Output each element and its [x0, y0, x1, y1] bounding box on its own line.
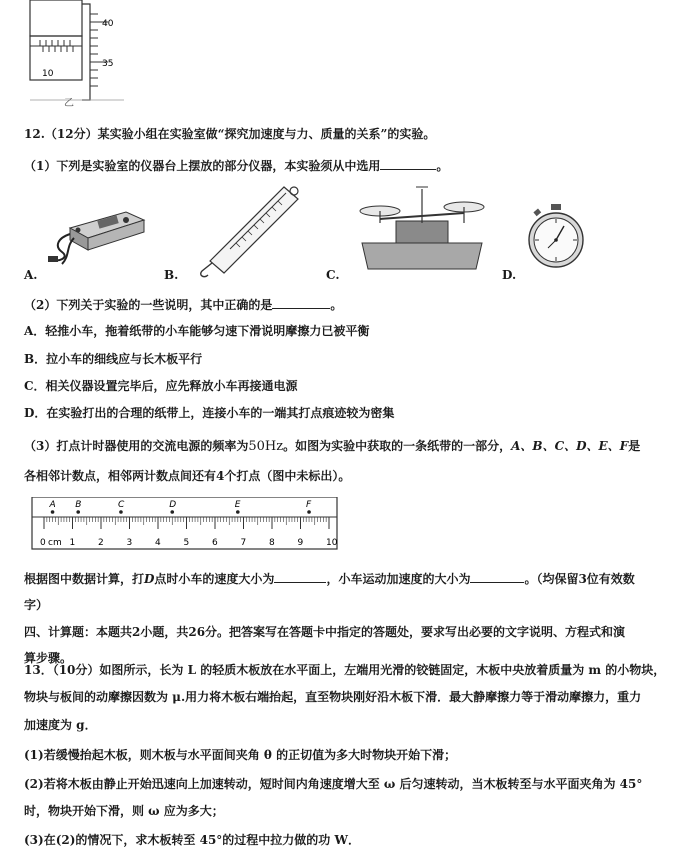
q12-calc-line2: 字）: [24, 598, 49, 612]
balance-scale-icon: [356, 183, 488, 275]
q12-part3-text-c: 是: [628, 439, 641, 453]
q12-part2-answer-blank[interactable]: [272, 296, 330, 309]
tape-point-d: [170, 510, 174, 514]
q12-acceleration-answer-blank[interactable]: [470, 570, 524, 583]
q12-calc-text-c: ，小车运动加速度的大小为: [326, 572, 471, 586]
section4-header: 四、计算题：本题共2小题，共26分。把答案写在答题卡中指定的答题处，要求写出必要的文字说明、方程式和演: [24, 625, 626, 639]
q12-option-d: D．在实验打出的合理的纸带上，连接小车的一端其打点痕迹较为密集: [24, 406, 395, 420]
ruler-tick-label: 7: [240, 538, 247, 548]
stopwatch-icon: [526, 202, 586, 272]
ruler-zero-label: 0: [40, 538, 46, 548]
ruler-tick-label: 5: [183, 538, 190, 548]
tape-point-label-e: E: [234, 500, 241, 510]
micrometer-label-35: 35: [102, 59, 114, 69]
q13-sub1: (1)若缓慢抬起木板，则木板与水平面间夹角 θ 的正切值为多大时物块开始下滑；: [24, 748, 457, 762]
q13-line1: 13．（10分）如图所示，长为 L 的轻质木板放在水平面上，左端用光滑的铰链固定，木板中央放着质量为 m 的小物块，: [24, 663, 666, 677]
micrometer-label-10: 10: [42, 69, 54, 79]
instrument-c-label: C.: [326, 268, 340, 282]
q12-part3-text-b: 。如图为实验中获取的一条纸带的一部分，: [283, 439, 512, 453]
ruler-tick-label: 4: [155, 538, 161, 548]
q13-sub2: (2)若将木板由静止开始迅速向上加速转动，短时间内角速度增大至 ω 后匀速转动，当木板转至与水平面夹角为 45°: [24, 777, 643, 791]
micrometer-thimble: [82, 4, 90, 100]
ruler-tape-figure: [30, 497, 342, 557]
tape-point-e: [236, 510, 240, 514]
q12-frequency: 50Hz: [248, 439, 284, 454]
electromagnetic-timer-icon: [40, 200, 150, 270]
q13-sub3: (3)在(2)的情况下，求木板转至 45°的过程中拉力做的功 W．: [24, 833, 360, 847]
q12-part3-text-a: （3）打点计时器使用的交流电源的频率为: [24, 439, 249, 453]
q12-points-inline: A、B、C、D、E、F: [511, 439, 629, 453]
tape-point-b: [76, 510, 80, 514]
section4-header-line2: 算步骤。: [24, 651, 73, 665]
q12-calc-text-b: 点时小车的速度大小为: [154, 572, 275, 586]
tape-point-label-c: C: [117, 500, 125, 510]
q12-part2-end: 。: [330, 298, 343, 312]
q12-option-b: B．拉小车的细线应与长木板平行: [24, 352, 203, 366]
tape-point-label-b: B: [75, 500, 82, 510]
q12-part1: [24, 157, 448, 174]
q12-calc-text-d: 。（均保留3位有效数: [524, 572, 635, 586]
tape-point-a: [51, 510, 55, 514]
q12-calc-text-a: 根据图中数据计算，打: [24, 572, 145, 586]
q12-part1-text: （1）下列是实验室的仪器台上摆放的部分仪器，本实验须从中选用: [24, 159, 381, 173]
ruler-tick-label: 9: [297, 538, 304, 548]
tape-point-label-f: F: [306, 500, 312, 510]
tape-point-c: [119, 510, 123, 514]
micrometer-sleeve-upper: [30, 0, 82, 36]
ruler-tick-label: 10: [326, 538, 338, 548]
q12-part3: [24, 438, 640, 455]
ruler-unit-label: cm: [48, 538, 62, 548]
ruler-tick-label: 6: [212, 538, 218, 548]
q12-part2-text: （2）下列关于实验的一些说明，其中正确的是: [24, 298, 273, 312]
q12-velocity-answer-blank[interactable]: [274, 570, 326, 583]
instrument-b-label: B.: [164, 268, 179, 282]
tape-point-f: [307, 510, 311, 514]
micrometer-figure: [24, 0, 134, 108]
q12-option-c: C．相关仪器设置完毕后，应先释放小车再接通电源: [24, 379, 298, 393]
ruler-tick-label: 8: [269, 538, 275, 548]
micrometer-sleeve-lower: [30, 36, 82, 80]
instrument-a-label: A.: [24, 268, 38, 282]
spring-scale-icon: [180, 185, 310, 280]
q12-calc-point-d: D: [144, 572, 155, 586]
q13-line3: 加速度为 g．: [24, 718, 97, 732]
q12-part1-answer-blank[interactable]: [380, 157, 436, 170]
tape-point-label-a: A: [49, 500, 56, 510]
instrument-d-label: D.: [502, 268, 517, 282]
q12-part1-end: 。: [436, 159, 449, 173]
micrometer-caption: 乙: [64, 98, 74, 108]
q12-option-a: A．轻推小车，拖着纸带的小车能够匀速下滑说明摩擦力已被平衡: [24, 324, 370, 338]
q12-calc-line: [24, 570, 635, 587]
micrometer-label-40: 40: [102, 19, 114, 29]
ruler-tick-label: 3: [126, 538, 133, 548]
ruler-tick-label: 1: [69, 538, 76, 548]
q13-sub2-line2: 时，物块开始下滑，则 ω 应为多大；: [24, 804, 224, 818]
q12-header: 12.（12分）某实验小组在实验室做“探究加速度与力、质量的关系”的实验。: [24, 127, 436, 141]
ruler-tick-label: 2: [98, 538, 104, 548]
tape-point-label-d: D: [169, 500, 177, 510]
q12-part3-line2: 各相邻计数点，相邻两计数点间还有4个打点（图中未标出）。: [24, 469, 351, 483]
q12-part2: [24, 296, 342, 313]
q13-line2: 物块与板间的动摩擦因数为 μ.用力将木板右端抬起，直至物块刚好沿木板下滑．最大静摩擦力等于滑动摩擦力，重力: [24, 690, 642, 704]
